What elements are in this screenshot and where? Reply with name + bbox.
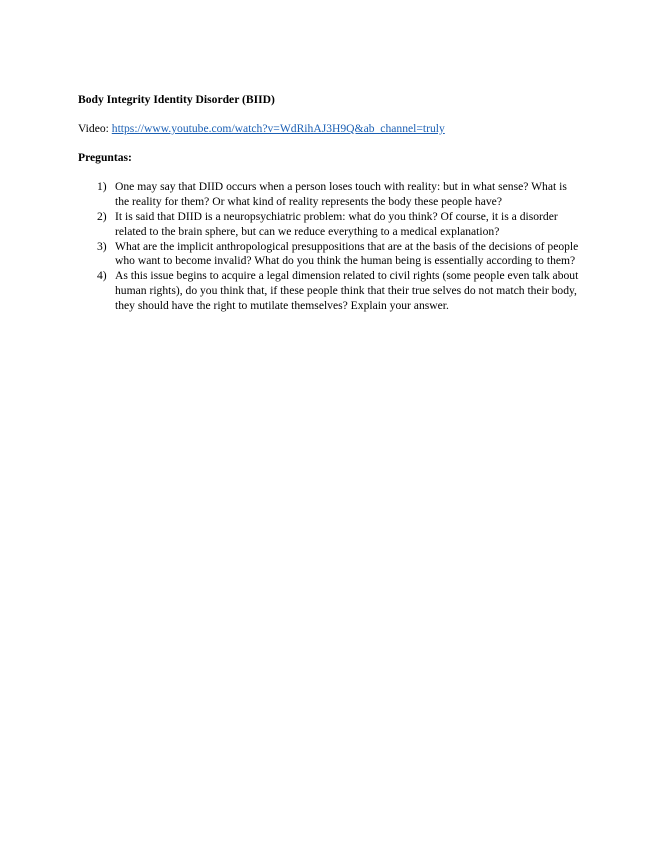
question-item	[78, 240, 580, 270]
video-line	[78, 122, 580, 137]
questions-heading: Preguntas:	[78, 150, 132, 164]
question-number: 2)	[97, 209, 107, 223]
question-text: One may say that DIID occurs when a person loses touch with reality: but in what sense? What is the reality for them? Or what kind of reality represents the body these people have?	[115, 180, 567, 209]
questions-list	[78, 180, 580, 313]
question-text: It is said that DIID is a neuropsychiatric problem: what do you think? Of course, it is a disorder related to the brain sphere, but can we reduce everything to a medical explanation?	[115, 209, 558, 238]
question-number: 4)	[97, 269, 107, 283]
question-text: What are the implicit anthropological presuppositions that are at the basis of the decisions of people who want to become invalid? What do you think the human being is essentially according to them?	[115, 239, 579, 268]
document-title: Body Integrity Identity Disorder (BIID)	[78, 93, 275, 106]
question-item	[78, 180, 580, 210]
document-content	[78, 93, 580, 314]
video-link[interactable]: https://www.youtube.com/watch?v=WdRihAJ3H9Q&ab_channel=truly	[111, 121, 445, 135]
video-label: Video:	[78, 121, 112, 135]
question-text: As this issue begins to acquire a legal dimension related to civil rights (some people even talk about human rights), do you think that, if these people think that their true selves do not match their body, they should have the right to mutilate themselves? Explain your answer.	[115, 269, 579, 312]
question-item	[78, 210, 580, 240]
question-number: 3)	[97, 239, 107, 253]
question-item	[78, 269, 580, 313]
question-number: 1)	[97, 180, 107, 194]
